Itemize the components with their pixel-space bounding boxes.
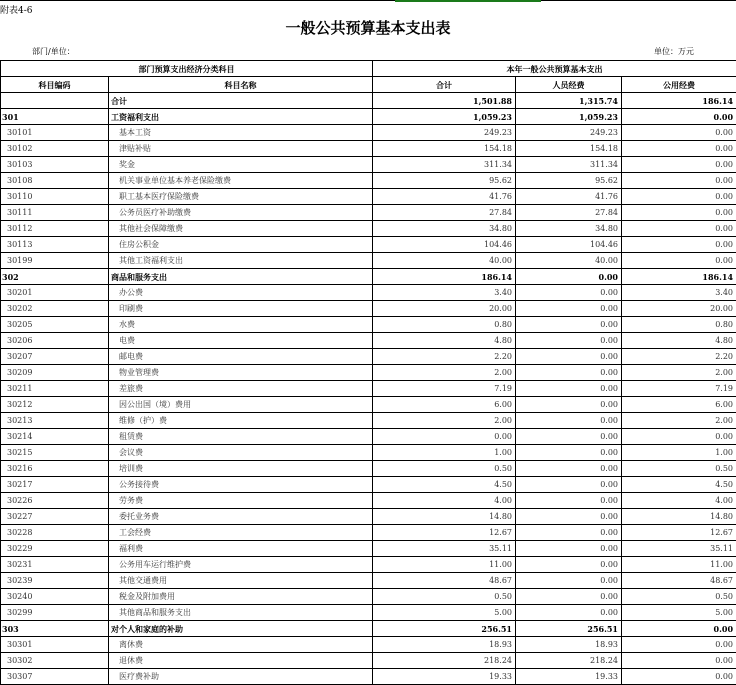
row-public: 0.00	[622, 253, 736, 269]
header-column-row	[1, 77, 736, 93]
row-name: 离休费	[109, 637, 373, 653]
row-name: 差旅费	[109, 381, 373, 397]
row-total: 256.51	[373, 621, 516, 637]
row-public: 4.50	[622, 477, 736, 493]
header-public: 公用经费	[622, 77, 736, 93]
row-personnel: 0.00	[516, 269, 622, 285]
row-personnel: 154.18	[516, 141, 622, 157]
header-current-year-basic-expenditure: 本年一般公共预算基本支出	[373, 61, 736, 77]
header-group-row	[1, 61, 736, 77]
row-personnel: 0.00	[516, 477, 622, 493]
row-public: 0.00	[622, 157, 736, 173]
row-personnel: 104.46	[516, 237, 622, 253]
row-name: 合计	[109, 93, 373, 109]
row-personnel: 0.00	[516, 301, 622, 317]
row-code: 30108	[1, 173, 109, 189]
row-name: 津贴补贴	[109, 141, 373, 157]
row-name: 其他工资福利支出	[109, 253, 373, 269]
table-row	[1, 573, 736, 589]
row-total: 0.50	[373, 589, 516, 605]
department-label: 部门/单位：	[32, 46, 75, 57]
row-name: 职工基本医疗保险缴费	[109, 189, 373, 205]
row-code: 30301	[1, 637, 109, 653]
row-personnel: 0.00	[516, 525, 622, 541]
row-name: 电费	[109, 333, 373, 349]
table-row	[1, 605, 736, 621]
row-public: 35.11	[622, 541, 736, 557]
table-row	[1, 461, 736, 477]
row-code: 30229	[1, 541, 109, 557]
group-row	[1, 109, 736, 125]
row-total: 12.67	[373, 525, 516, 541]
row-name: 商品和服务支出	[109, 269, 373, 285]
row-code: 30110	[1, 189, 109, 205]
row-total: 311.34	[373, 157, 516, 173]
table-body	[1, 93, 736, 685]
row-code: 30102	[1, 141, 109, 157]
row-total: 18.93	[373, 637, 516, 653]
row-code: 30112	[1, 221, 109, 237]
row-code: 30216	[1, 461, 109, 477]
row-total: 27.84	[373, 205, 516, 221]
table-row	[1, 397, 736, 413]
table-row	[1, 381, 736, 397]
table-row	[1, 445, 736, 461]
row-public: 0.00	[622, 125, 736, 141]
row-public: 0.00	[622, 621, 736, 637]
row-total: 7.19	[373, 381, 516, 397]
row-public: 186.14	[622, 269, 736, 285]
row-public: 14.80	[622, 509, 736, 525]
row-code: 30205	[1, 317, 109, 333]
row-personnel: 1,059.23	[516, 109, 622, 125]
row-total: 6.00	[373, 397, 516, 413]
row-public: 0.00	[622, 429, 736, 445]
row-total: 0.50	[373, 461, 516, 477]
table-row	[1, 285, 736, 301]
row-personnel: 19.33	[516, 669, 622, 685]
row-public: 0.00	[622, 237, 736, 253]
row-name: 其他交通费用	[109, 573, 373, 589]
row-name: 印刷费	[109, 301, 373, 317]
row-name: 其他社会保障缴费	[109, 221, 373, 237]
row-total: 186.14	[373, 269, 516, 285]
row-code: 30302	[1, 653, 109, 669]
row-code: 303	[1, 621, 109, 637]
row-personnel: 256.51	[516, 621, 622, 637]
row-personnel: 0.00	[516, 509, 622, 525]
row-public: 0.50	[622, 589, 736, 605]
row-personnel: 0.00	[516, 589, 622, 605]
table-row	[1, 477, 736, 493]
row-total: 14.80	[373, 509, 516, 525]
row-public: 6.00	[622, 397, 736, 413]
row-code: 30213	[1, 413, 109, 429]
row-code: 30215	[1, 445, 109, 461]
row-name: 邮电费	[109, 349, 373, 365]
row-public: 0.00	[622, 141, 736, 157]
group-row	[1, 269, 736, 285]
row-total: 3.40	[373, 285, 516, 301]
row-name: 水费	[109, 317, 373, 333]
table-row	[1, 557, 736, 573]
row-personnel: 1,315.74	[516, 93, 622, 109]
row-code: 30217	[1, 477, 109, 493]
table-row	[1, 301, 736, 317]
row-personnel: 0.00	[516, 397, 622, 413]
row-name: 劳务费	[109, 493, 373, 509]
header-name: 科目名称	[109, 77, 373, 93]
table-row	[1, 589, 736, 605]
row-public: 0.00	[622, 189, 736, 205]
row-personnel: 0.00	[516, 381, 622, 397]
row-personnel: 0.00	[516, 557, 622, 573]
row-public: 4.80	[622, 333, 736, 349]
row-personnel: 0.00	[516, 461, 622, 477]
row-total: 0.80	[373, 317, 516, 333]
row-public: 0.00	[622, 173, 736, 189]
row-personnel: 34.80	[516, 221, 622, 237]
table-row	[1, 493, 736, 509]
unit-label: 单位：万元	[654, 46, 694, 57]
table-row	[1, 205, 736, 221]
row-name: 奖金	[109, 157, 373, 173]
row-name: 委托业务费	[109, 509, 373, 525]
row-personnel: 95.62	[516, 173, 622, 189]
row-public: 20.00	[622, 301, 736, 317]
group-row	[1, 621, 736, 637]
row-name: 福利费	[109, 541, 373, 557]
table-row	[1, 333, 736, 349]
row-personnel: 0.00	[516, 317, 622, 333]
table-row	[1, 541, 736, 557]
row-code: 30199	[1, 253, 109, 269]
table-row	[1, 669, 736, 685]
row-code: 30212	[1, 397, 109, 413]
table-row	[1, 429, 736, 445]
row-personnel: 41.76	[516, 189, 622, 205]
row-public: 48.67	[622, 573, 736, 589]
header-total: 合计	[373, 77, 516, 93]
row-personnel: 40.00	[516, 253, 622, 269]
row-total: 2.00	[373, 365, 516, 381]
row-total: 154.18	[373, 141, 516, 157]
row-personnel: 0.00	[516, 285, 622, 301]
row-name: 因公出国（境）费用	[109, 397, 373, 413]
expenditure-table	[0, 60, 736, 685]
row-public: 1.00	[622, 445, 736, 461]
row-personnel: 18.93	[516, 637, 622, 653]
row-total: 2.20	[373, 349, 516, 365]
row-total: 2.00	[373, 413, 516, 429]
table-row	[1, 125, 736, 141]
header-personnel: 人员经费	[516, 77, 622, 93]
row-code: 30201	[1, 285, 109, 301]
total-row	[1, 93, 736, 109]
row-public: 0.00	[622, 669, 736, 685]
row-code: 30207	[1, 349, 109, 365]
row-personnel: 0.00	[516, 605, 622, 621]
row-public: 186.14	[622, 93, 736, 109]
header-code: 科目编码	[1, 77, 109, 93]
row-personnel: 27.84	[516, 205, 622, 221]
row-name: 税金及附加费用	[109, 589, 373, 605]
row-name: 会议费	[109, 445, 373, 461]
header-economic-classification: 部门预算支出经济分类科目	[1, 61, 373, 77]
row-total: 20.00	[373, 301, 516, 317]
row-name: 维修（护）费	[109, 413, 373, 429]
row-name: 公务用车运行维护费	[109, 557, 373, 573]
table-row	[1, 189, 736, 205]
top-border	[0, 0, 736, 1]
row-personnel: 218.24	[516, 653, 622, 669]
row-name: 工资福利支出	[109, 109, 373, 125]
row-total: 95.62	[373, 173, 516, 189]
row-total: 1,501.88	[373, 93, 516, 109]
row-public: 7.19	[622, 381, 736, 397]
row-public: 5.00	[622, 605, 736, 621]
row-personnel: 0.00	[516, 429, 622, 445]
table-row	[1, 413, 736, 429]
row-personnel: 0.00	[516, 333, 622, 349]
row-code: 30111	[1, 205, 109, 221]
row-public: 12.67	[622, 525, 736, 541]
row-total: 40.00	[373, 253, 516, 269]
table-row	[1, 525, 736, 541]
row-code: 30113	[1, 237, 109, 253]
row-public: 0.80	[622, 317, 736, 333]
attachment-label: 附表4-6	[0, 3, 33, 16]
row-total: 19.33	[373, 669, 516, 685]
table-row	[1, 637, 736, 653]
row-public: 0.00	[622, 637, 736, 653]
table-row	[1, 221, 736, 237]
row-name: 退休费	[109, 653, 373, 669]
row-personnel: 0.00	[516, 445, 622, 461]
row-total: 4.50	[373, 477, 516, 493]
row-total: 1,059.23	[373, 109, 516, 125]
row-code: 30214	[1, 429, 109, 445]
row-personnel: 0.00	[516, 493, 622, 509]
row-total: 35.11	[373, 541, 516, 557]
row-public: 0.00	[622, 221, 736, 237]
row-name: 其他商品和服务支出	[109, 605, 373, 621]
table-row	[1, 173, 736, 189]
row-public: 3.40	[622, 285, 736, 301]
row-name: 公务接待费	[109, 477, 373, 493]
row-code: 30240	[1, 589, 109, 605]
row-code: 30211	[1, 381, 109, 397]
row-public: 0.00	[622, 653, 736, 669]
row-total: 48.67	[373, 573, 516, 589]
table-row	[1, 317, 736, 333]
row-code: 30299	[1, 605, 109, 621]
row-personnel: 249.23	[516, 125, 622, 141]
row-total: 218.24	[373, 653, 516, 669]
row-code	[1, 93, 109, 109]
row-code: 30239	[1, 573, 109, 589]
table-row	[1, 157, 736, 173]
row-code: 301	[1, 109, 109, 125]
table-row	[1, 349, 736, 365]
row-code: 30206	[1, 333, 109, 349]
row-public: 0.50	[622, 461, 736, 477]
row-name: 租赁费	[109, 429, 373, 445]
row-name: 工会经费	[109, 525, 373, 541]
row-personnel: 0.00	[516, 349, 622, 365]
row-total: 5.00	[373, 605, 516, 621]
row-code: 302	[1, 269, 109, 285]
row-name: 住房公积金	[109, 237, 373, 253]
row-public: 2.00	[622, 365, 736, 381]
row-code: 30226	[1, 493, 109, 509]
row-name: 对个人和家庭的补助	[109, 621, 373, 637]
row-code: 30231	[1, 557, 109, 573]
table-row	[1, 141, 736, 157]
row-personnel: 0.00	[516, 573, 622, 589]
row-total: 41.76	[373, 189, 516, 205]
table-row	[1, 653, 736, 669]
row-public: 2.20	[622, 349, 736, 365]
row-code: 30227	[1, 509, 109, 525]
row-public: 4.00	[622, 493, 736, 509]
row-code: 30202	[1, 301, 109, 317]
row-code: 30307	[1, 669, 109, 685]
row-public: 0.00	[622, 205, 736, 221]
table-row	[1, 365, 736, 381]
row-name: 公务员医疗补助缴费	[109, 205, 373, 221]
row-code: 30103	[1, 157, 109, 173]
row-public: 11.00	[622, 557, 736, 573]
table-row	[1, 253, 736, 269]
row-name: 医疗费补助	[109, 669, 373, 685]
row-total: 11.00	[373, 557, 516, 573]
row-personnel: 0.00	[516, 365, 622, 381]
table-row	[1, 237, 736, 253]
row-code: 30228	[1, 525, 109, 541]
row-total: 1.00	[373, 445, 516, 461]
row-personnel: 311.34	[516, 157, 622, 173]
row-name: 机关事业单位基本养老保险缴费	[109, 173, 373, 189]
row-name: 基本工资	[109, 125, 373, 141]
row-total: 4.80	[373, 333, 516, 349]
row-public: 2.00	[622, 413, 736, 429]
row-name: 物业管理费	[109, 365, 373, 381]
row-total: 34.80	[373, 221, 516, 237]
table-row	[1, 509, 736, 525]
row-total: 249.23	[373, 125, 516, 141]
row-total: 4.00	[373, 493, 516, 509]
row-public: 0.00	[622, 109, 736, 125]
row-code: 30101	[1, 125, 109, 141]
row-code: 30209	[1, 365, 109, 381]
row-total: 104.46	[373, 237, 516, 253]
row-name: 培训费	[109, 461, 373, 477]
row-name: 办公费	[109, 285, 373, 301]
row-personnel: 0.00	[516, 413, 622, 429]
row-total: 0.00	[373, 429, 516, 445]
page-title: 一般公共预算基本支出表	[0, 17, 736, 38]
row-personnel: 0.00	[516, 541, 622, 557]
top-accent-bar	[395, 0, 541, 2]
